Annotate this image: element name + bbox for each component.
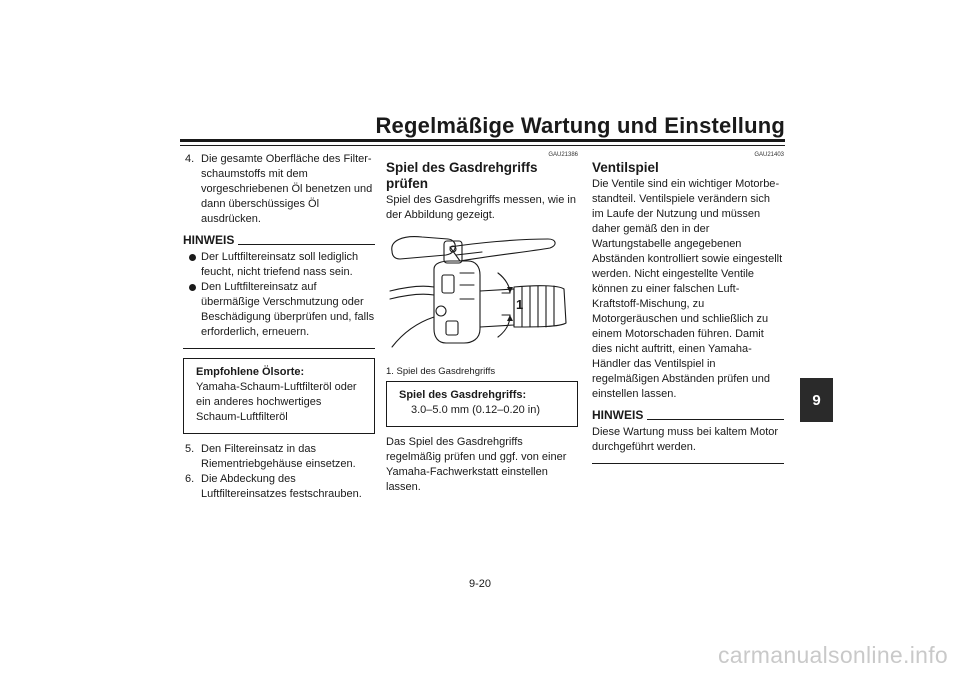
step-number: 6. <box>185 473 195 485</box>
figure-callout: 1 <box>516 297 524 312</box>
section-code: GAU21403 <box>754 152 784 158</box>
bullet-dot-icon <box>189 254 196 261</box>
bullet-dot-icon <box>189 284 196 291</box>
bullet-text: Den Luftfiltereinsatz auf übermäßige Verschmutzung oder Beschädigung überprüfen und, falls erforderlich, erneuern. <box>201 281 375 338</box>
step-text: Die Abdeckung des Luftfiltereinsatzes festschrauben. <box>201 473 362 500</box>
watermark: carmanualsonline.info <box>717 642 948 668</box>
page-header-title: Regelmäßige Wartung und Einstellung <box>375 113 785 138</box>
step-6 <box>183 472 375 502</box>
oil-spec-title: Empfohlene Ölsorte: <box>196 366 305 378</box>
header-rule-thin <box>180 145 785 146</box>
column-right <box>592 152 784 464</box>
hinweis-rule <box>238 244 375 245</box>
hinweis-end-rule <box>183 348 375 349</box>
section-title: Ventilspiel <box>592 160 659 175</box>
header-rule <box>180 139 785 142</box>
grip-play-spec-value: 3.0–5.0 mm (0.12–0.20 in) <box>411 404 541 416</box>
section-text: Die Ventile sind ein wichtiger Motorbestandteil. Ventilspiele verändern sich im Laufe der Nutzung und müssen daher gemäß den in der Wartungstabelle angegebenen Abständen kontrolliert sowie eingestellt werden. Nicht eingestellte Ventile können zu einer falschen Luft-Kraftstoff-Mischung, zu Motorgeräuschen und schließlich zu einem Motorschaden führen. Damit dies nicht auftritt, einen Yamaha-Händler das Ventilspiel in regelmäßigen Abständen prüfen und einstellen lassen. <box>592 178 783 400</box>
chapter-tab: 9 <box>800 378 833 422</box>
column-middle <box>386 152 578 495</box>
column-left <box>183 152 375 502</box>
step-text: Den Filtereinsatz in das Riementriebgehäuse einsetzen. <box>201 443 356 470</box>
step-number: 5. <box>185 443 195 455</box>
page-number: 9-20 <box>468 578 492 590</box>
hinweis-text: Diese Wartung muss bei kaltem Motor durchgeführt werden. <box>592 426 779 453</box>
hinweis-label: HINWEIS <box>183 233 235 247</box>
note-bullet <box>183 280 375 340</box>
oil-spec-value: Yamaha-Schaum-Luftfilteröl oder ein anderes hochwertiges Schaum-Luftfilteröl <box>196 381 357 423</box>
throttle-grip-illustration <box>386 229 578 349</box>
figure-caption: 1. Spiel des Gasdrehgriffs <box>386 366 496 377</box>
note-bullet <box>183 250 375 280</box>
section-code: GAU21386 <box>548 152 578 158</box>
bullet-text: Der Luftfiltereinsatz soll lediglich feucht, nicht triefend nass sein. <box>201 251 359 278</box>
hinweis-rule <box>647 419 784 420</box>
grip-play-spec-box <box>386 381 578 427</box>
section-title: Spiel des Gasdrehgriffs prüfen <box>386 160 538 191</box>
hinweis-heading <box>592 408 784 423</box>
step-4 <box>183 152 375 227</box>
section-intro: Spiel des Gasdrehgriffs messen, wie in der Abbildung gezeigt. <box>386 194 576 221</box>
step-number: 4. <box>185 153 195 165</box>
step-5 <box>183 442 375 472</box>
hinweis-heading <box>183 233 375 248</box>
oil-spec-box <box>183 358 375 434</box>
section-text: Das Spiel des Gasdrehgriffs regelmäßig prüfen und ggf. von einer Yamaha-Fachwerkstatt einstellen lassen. <box>386 436 567 493</box>
grip-play-spec-title: Spiel des Gasdrehgriffs: <box>399 389 527 401</box>
step-text: Die gesamte Oberfläche des Filterschaumstoffs mit dem vorgeschriebenen Öl benetzen und dann überschüssiges Öl ausdrücken. <box>201 153 373 225</box>
hinweis-label: HINWEIS <box>592 408 644 422</box>
hinweis-end-rule <box>592 463 784 464</box>
